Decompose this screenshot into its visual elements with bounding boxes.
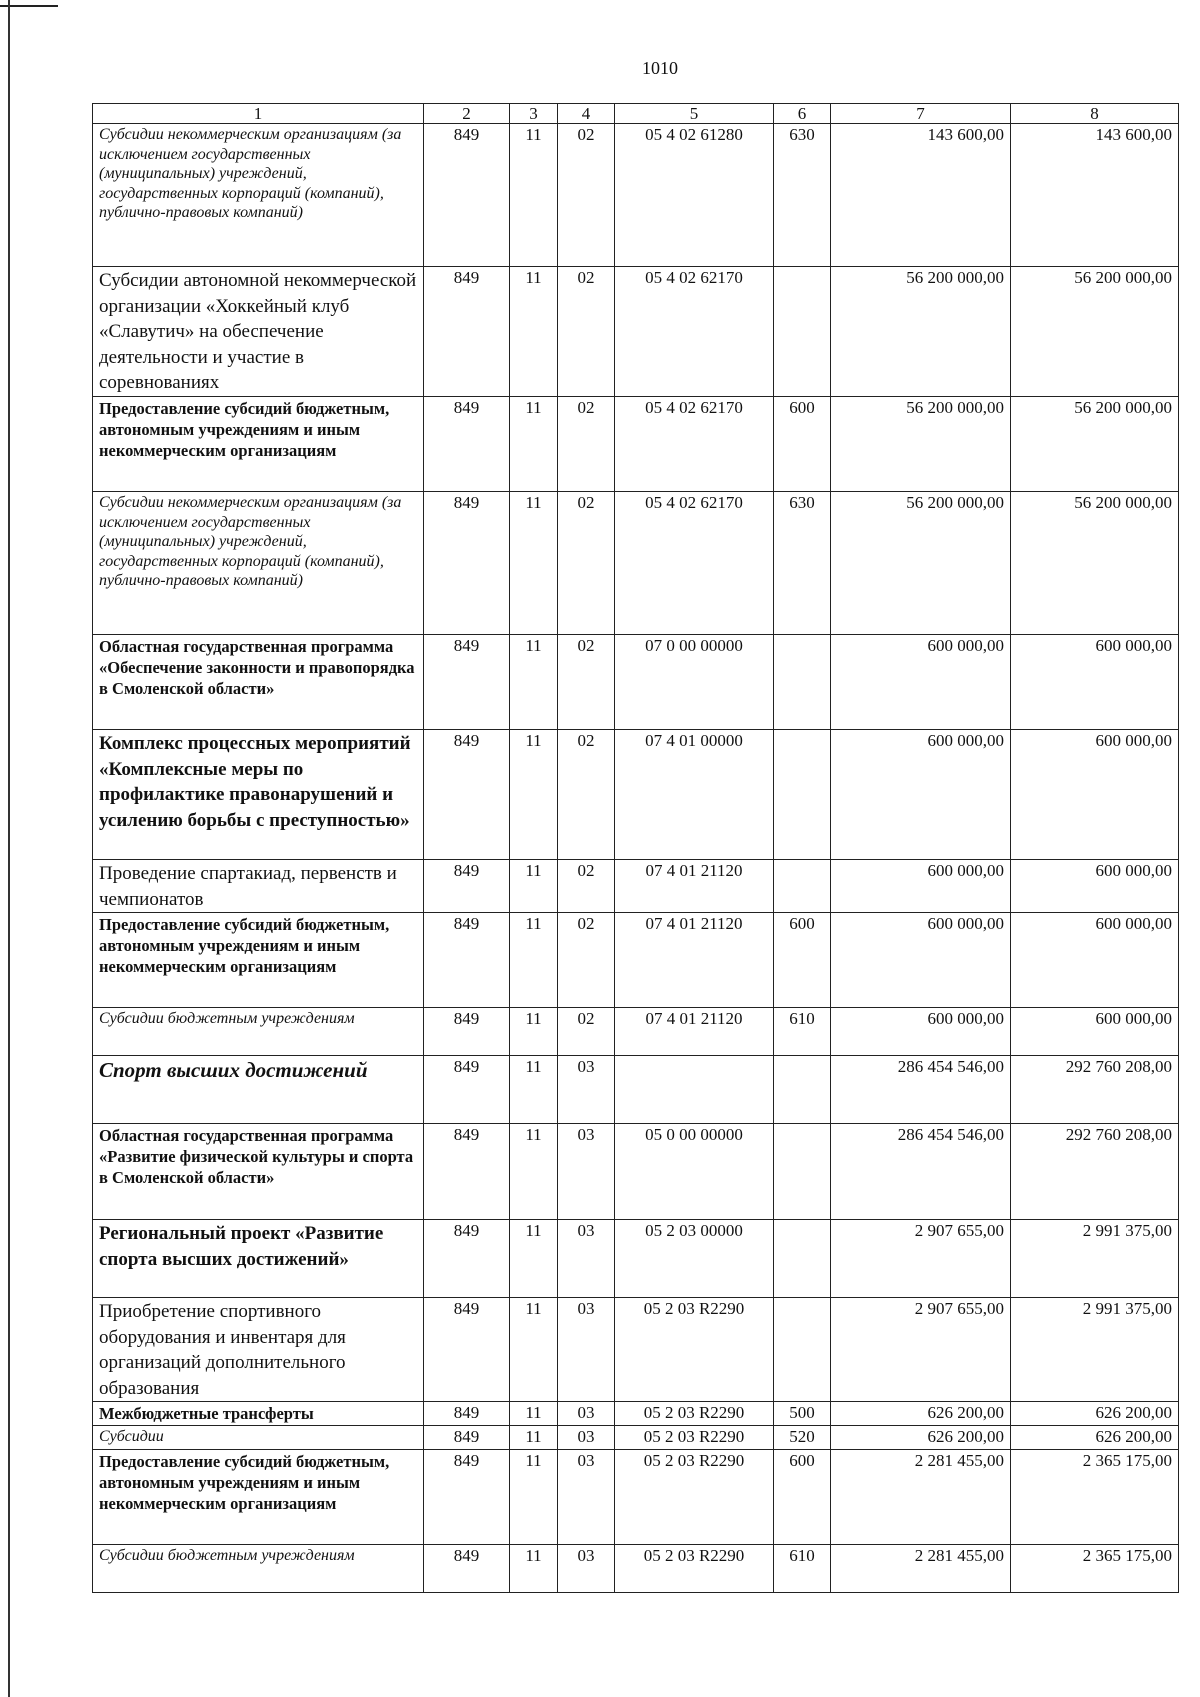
cell-admin-code: 849 — [424, 267, 510, 397]
cell-admin-code: 849 — [424, 124, 510, 267]
cell-target-code: 05 2 03 R2290 — [615, 1402, 774, 1426]
cell-expense-type: 600 — [774, 913, 831, 1008]
cell-admin-code: 849 — [424, 1402, 510, 1426]
cell-expense-type: 520 — [774, 1426, 831, 1450]
cell-amount-year2: 2 365 175,00 — [1011, 1450, 1179, 1545]
cell-admin-code: 849 — [424, 730, 510, 860]
cell-section: 11 — [510, 124, 558, 267]
column-header: 8 — [1011, 104, 1179, 124]
cell-target-code: 05 0 00 00000 — [615, 1124, 774, 1220]
cell-admin-code: 849 — [424, 860, 510, 913]
cell-subsection: 02 — [558, 492, 615, 635]
cell-section: 11 — [510, 492, 558, 635]
cell-amount-year1: 2 907 655,00 — [831, 1220, 1011, 1298]
table-row — [93, 267, 1179, 397]
cell-amount-year2: 292 760 208,00 — [1011, 1124, 1179, 1220]
table-row — [93, 397, 1179, 492]
cell-amount-year2: 600 000,00 — [1011, 635, 1179, 730]
row-name: Предоставление субсидий бюджетным, автономным учреждениям и иным некоммерческим организациям — [93, 397, 424, 492]
cell-target-code: 07 0 00 00000 — [615, 635, 774, 730]
cell-expense-type: 630 — [774, 492, 831, 635]
cell-amount-year2: 56 200 000,00 — [1011, 397, 1179, 492]
row-name: Областная государственная программа «Обеспечение законности и правопорядка в Смоленской области» — [93, 635, 424, 730]
table-row — [93, 492, 1179, 635]
cell-amount-year1: 2 907 655,00 — [831, 1298, 1011, 1402]
cell-subsection: 03 — [558, 1220, 615, 1298]
cell-amount-year1: 2 281 455,00 — [831, 1450, 1011, 1545]
cell-expense-type — [774, 1056, 831, 1124]
cell-section: 11 — [510, 860, 558, 913]
cell-section: 11 — [510, 1402, 558, 1426]
cell-subsection: 02 — [558, 730, 615, 860]
table-row — [93, 1426, 1179, 1450]
cell-admin-code: 849 — [424, 1056, 510, 1124]
row-name: Субсидии бюджетным учреждениям — [93, 1008, 424, 1056]
cell-amount-year2: 56 200 000,00 — [1011, 492, 1179, 635]
cell-section: 11 — [510, 913, 558, 1008]
cell-subsection: 02 — [558, 124, 615, 267]
cell-admin-code: 849 — [424, 1426, 510, 1450]
cell-amount-year1: 56 200 000,00 — [831, 492, 1011, 635]
cell-amount-year1: 600 000,00 — [831, 860, 1011, 913]
cell-target-code: 05 2 03 R2290 — [615, 1298, 774, 1402]
cell-admin-code: 849 — [424, 1008, 510, 1056]
cell-subsection: 02 — [558, 397, 615, 492]
cell-expense-type: 630 — [774, 124, 831, 267]
cell-admin-code: 849 — [424, 1450, 510, 1545]
cell-target-code: 05 2 03 R2290 — [615, 1426, 774, 1450]
row-name: Предоставление субсидий бюджетным, автономным учреждениям и иным некоммерческим организациям — [93, 1450, 424, 1545]
cell-subsection: 02 — [558, 635, 615, 730]
table-row — [93, 1220, 1179, 1298]
column-header: 5 — [615, 104, 774, 124]
cell-amount-year1: 286 454 546,00 — [831, 1124, 1011, 1220]
table-row — [93, 1402, 1179, 1426]
row-name: Областная государственная программа «Развитие физической культуры и спорта в Смоленской области» — [93, 1124, 424, 1220]
cell-section: 11 — [510, 1220, 558, 1298]
cell-amount-year2: 626 200,00 — [1011, 1426, 1179, 1450]
column-header: 1 — [93, 104, 424, 124]
cell-amount-year1: 286 454 546,00 — [831, 1056, 1011, 1124]
table-row — [93, 1124, 1179, 1220]
cell-target-code: 05 2 03 R2290 — [615, 1545, 774, 1593]
cell-amount-year2: 56 200 000,00 — [1011, 267, 1179, 397]
table-row — [93, 860, 1179, 913]
cell-expense-type — [774, 1298, 831, 1402]
cell-expense-type — [774, 635, 831, 730]
column-header: 7 — [831, 104, 1011, 124]
cell-section: 11 — [510, 397, 558, 492]
cell-admin-code: 849 — [424, 492, 510, 635]
table-row — [93, 1298, 1179, 1402]
row-name: Межбюджетные трансферты — [93, 1402, 424, 1426]
cell-expense-type — [774, 267, 831, 397]
cell-expense-type — [774, 860, 831, 913]
cell-amount-year2: 2 365 175,00 — [1011, 1545, 1179, 1593]
cell-target-code — [615, 1056, 774, 1124]
row-name: Приобретение спортивного оборудования и инвентаря для организаций дополнительного образования — [93, 1298, 424, 1402]
table-row — [93, 1450, 1179, 1545]
cell-amount-year2: 2 991 375,00 — [1011, 1298, 1179, 1402]
cell-amount-year1: 600 000,00 — [831, 913, 1011, 1008]
cell-target-code: 07 4 01 21120 — [615, 913, 774, 1008]
cell-target-code: 05 4 02 62170 — [615, 267, 774, 397]
column-header: 4 — [558, 104, 615, 124]
column-header: 2 — [424, 104, 510, 124]
cell-section: 11 — [510, 1124, 558, 1220]
cell-expense-type: 610 — [774, 1008, 831, 1056]
cell-target-code: 07 4 01 00000 — [615, 730, 774, 860]
cell-subsection: 03 — [558, 1545, 615, 1593]
cell-amount-year1: 626 200,00 — [831, 1426, 1011, 1450]
cell-admin-code: 849 — [424, 1298, 510, 1402]
cell-expense-type — [774, 730, 831, 860]
cell-amount-year1: 2 281 455,00 — [831, 1545, 1011, 1593]
cell-amount-year1: 56 200 000,00 — [831, 267, 1011, 397]
cell-target-code: 07 4 01 21120 — [615, 1008, 774, 1056]
cell-subsection: 02 — [558, 860, 615, 913]
cell-target-code: 05 4 02 62170 — [615, 397, 774, 492]
cell-expense-type: 610 — [774, 1545, 831, 1593]
cell-section: 11 — [510, 1298, 558, 1402]
cell-amount-year2: 600 000,00 — [1011, 1008, 1179, 1056]
cell-subsection: 03 — [558, 1298, 615, 1402]
cell-amount-year2: 143 600,00 — [1011, 124, 1179, 267]
table-row — [93, 913, 1179, 1008]
table-header-row — [93, 104, 1179, 124]
cell-subsection: 02 — [558, 267, 615, 397]
cell-subsection: 02 — [558, 913, 615, 1008]
cell-expense-type: 600 — [774, 1450, 831, 1545]
row-name: Региональный проект «Развитие спорта высших достижений» — [93, 1220, 424, 1298]
table-row — [93, 1545, 1179, 1593]
row-name: Проведение спартакиад, первенств и чемпионатов — [93, 860, 424, 913]
cell-expense-type: 600 — [774, 397, 831, 492]
cell-section: 11 — [510, 267, 558, 397]
cell-amount-year2: 292 760 208,00 — [1011, 1056, 1179, 1124]
cell-amount-year2: 600 000,00 — [1011, 860, 1179, 913]
cell-expense-type: 500 — [774, 1402, 831, 1426]
row-name: Субсидии бюджетным учреждениям — [93, 1545, 424, 1593]
budget-table — [92, 103, 1179, 1593]
table-row — [93, 730, 1179, 860]
cell-expense-type — [774, 1220, 831, 1298]
cell-subsection: 03 — [558, 1450, 615, 1545]
cell-amount-year1: 600 000,00 — [831, 635, 1011, 730]
cell-admin-code: 849 — [424, 1545, 510, 1593]
table-row — [93, 124, 1179, 267]
cell-subsection: 03 — [558, 1124, 615, 1220]
cell-admin-code: 849 — [424, 635, 510, 730]
scan-edge-left — [8, 0, 10, 1697]
cell-subsection: 02 — [558, 1008, 615, 1056]
cell-section: 11 — [510, 730, 558, 860]
cell-amount-year2: 600 000,00 — [1011, 913, 1179, 1008]
table-row — [93, 1008, 1179, 1056]
cell-admin-code: 849 — [424, 397, 510, 492]
cell-section: 11 — [510, 1545, 558, 1593]
cell-section: 11 — [510, 635, 558, 730]
cell-target-code: 05 4 02 62170 — [615, 492, 774, 635]
cell-amount-year1: 600 000,00 — [831, 1008, 1011, 1056]
cell-target-code: 07 4 01 21120 — [615, 860, 774, 913]
cell-subsection: 03 — [558, 1402, 615, 1426]
cell-amount-year1: 143 600,00 — [831, 124, 1011, 267]
row-name: Предоставление субсидий бюджетным, автономным учреждениям и иным некоммерческим организациям — [93, 913, 424, 1008]
row-name: Комплекс процессных мероприятий «Комплексные меры по профилактике правонарушений и усилению борьбы с преступностью» — [93, 730, 424, 860]
page-number: 1010 — [642, 58, 678, 78]
cell-amount-year1: 56 200 000,00 — [831, 397, 1011, 492]
cell-subsection: 03 — [558, 1056, 615, 1124]
row-name: Субсидии — [93, 1426, 424, 1450]
cell-amount-year2: 2 991 375,00 — [1011, 1220, 1179, 1298]
cell-target-code: 05 2 03 R2290 — [615, 1450, 774, 1545]
cell-target-code: 05 2 03 00000 — [615, 1220, 774, 1298]
cell-section: 11 — [510, 1450, 558, 1545]
column-header: 6 — [774, 104, 831, 124]
row-name: Субсидии некоммерческим организациям (за исключением государственных (муниципальных) учреждений, государственных корпораций (компаний), публично-правовых компаний) — [93, 492, 424, 635]
cell-amount-year2: 600 000,00 — [1011, 730, 1179, 860]
cell-expense-type — [774, 1124, 831, 1220]
cell-admin-code: 849 — [424, 1220, 510, 1298]
row-name: Субсидии автономной некоммерческой организации «Хоккейный клуб «Славутич» на обеспечение деятельности и участие в соревнованиях — [93, 267, 424, 397]
table-row — [93, 635, 1179, 730]
cell-amount-year1: 600 000,00 — [831, 730, 1011, 860]
cell-amount-year1: 626 200,00 — [831, 1402, 1011, 1426]
cell-target-code: 05 4 02 61280 — [615, 124, 774, 267]
cell-section: 11 — [510, 1056, 558, 1124]
cell-amount-year2: 626 200,00 — [1011, 1402, 1179, 1426]
table-row — [93, 1056, 1179, 1124]
cell-section: 11 — [510, 1008, 558, 1056]
cell-subsection: 03 — [558, 1426, 615, 1450]
row-name: Субсидии некоммерческим организациям (за исключением государственных (муниципальных) учреждений, государственных корпораций (компаний), публично-правовых компаний) — [93, 124, 424, 267]
row-name: Спорт высших достижений — [93, 1056, 424, 1124]
cell-admin-code: 849 — [424, 913, 510, 1008]
column-header: 3 — [510, 104, 558, 124]
cell-section: 11 — [510, 1426, 558, 1450]
cell-admin-code: 849 — [424, 1124, 510, 1220]
